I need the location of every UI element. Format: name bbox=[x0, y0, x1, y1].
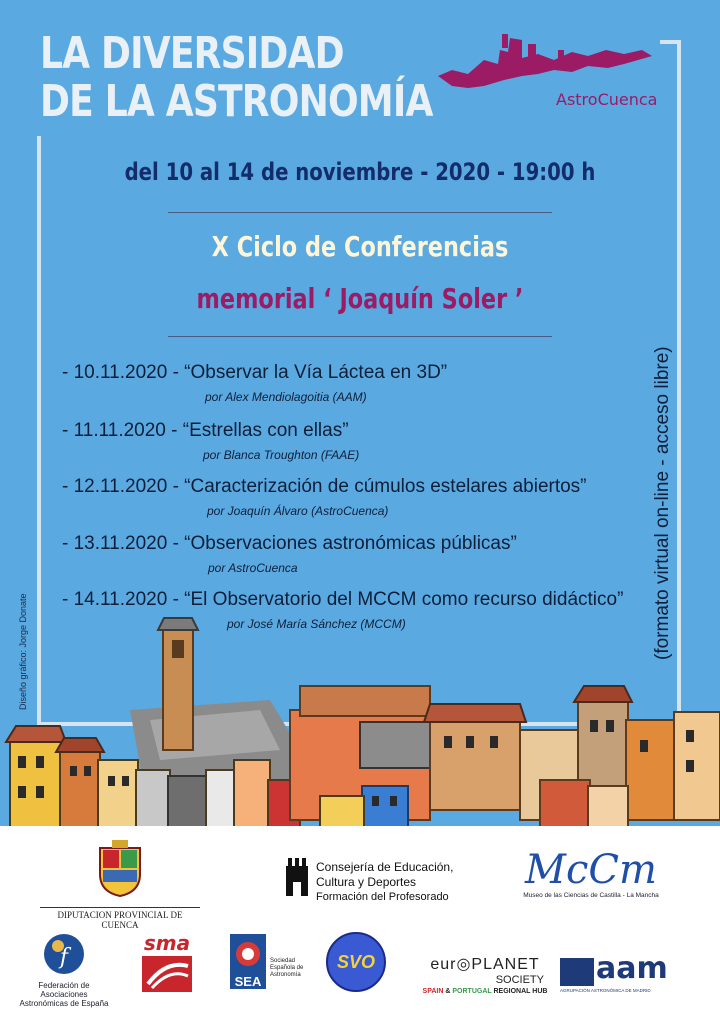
fae-logo bbox=[14, 932, 114, 1008]
consejeria-line-3: Formación del Profesorado bbox=[316, 891, 449, 903]
svg-text:f: f bbox=[59, 945, 69, 970]
talk-title: - 14.11.2020 - “El Observatorio del MCCM como recurso didáctico” bbox=[62, 589, 624, 610]
sma-logo bbox=[132, 932, 202, 999]
europlanet-regional-hub: REGIONAL HUB bbox=[493, 988, 548, 995]
aam-wordmark: aam bbox=[596, 951, 668, 986]
coat-of-arms-icon bbox=[95, 840, 145, 898]
divider-bottom bbox=[168, 336, 552, 337]
fae-globe-icon bbox=[42, 932, 86, 976]
europlanet-spain: SPAIN bbox=[422, 988, 444, 995]
talk-item bbox=[62, 533, 517, 555]
memorial-subtitle: memorial ‘ Joaquín Soler ’ bbox=[196, 282, 524, 315]
consejeria-line-2: Cultura y Deportes bbox=[316, 875, 417, 889]
divider-top bbox=[168, 212, 552, 213]
aam-stars-icon bbox=[560, 958, 594, 986]
aam-caption: AGRUPACIÓN ASTRONÓMICA DE MADRID bbox=[560, 988, 651, 993]
sma-emblem-icon bbox=[140, 954, 194, 994]
format-note-text: (formato virtual on-line - acceso libre) bbox=[652, 346, 673, 660]
talk-item bbox=[62, 362, 447, 384]
sea-wordmark: SEA bbox=[230, 974, 266, 989]
mccm-caption: Museo de las Ciencias de Castilla - La Mancha bbox=[523, 892, 659, 899]
europlanet-hub bbox=[420, 988, 550, 995]
europlanet-ampersand: & bbox=[445, 988, 451, 995]
fae-line-2: Astronómicas de España bbox=[19, 999, 109, 1008]
mccm-logo bbox=[516, 848, 666, 899]
europlanet-wordmark: eur◎PLANET bbox=[430, 956, 540, 973]
sma-wordmark: sma bbox=[143, 931, 191, 955]
talk-item bbox=[62, 420, 349, 442]
consejeria-line-1: Consejería de Educación, bbox=[316, 860, 454, 874]
sponsors-footer bbox=[0, 826, 720, 1018]
sea-line-1: Sociedad bbox=[270, 958, 296, 964]
cycle-title: X Ciclo de Conferencias bbox=[211, 230, 509, 263]
cuenca-cityscape-icon bbox=[0, 600, 720, 840]
talk-speaker: por Joaquín Álvaro (AstroCuenca) bbox=[207, 504, 389, 518]
talk-speaker: por Alex Mendiolagoitia (AAM) bbox=[205, 390, 367, 404]
sea-line-3: Astronomía bbox=[270, 972, 301, 978]
svo-logo bbox=[326, 932, 390, 992]
talk-speaker: por José María Sánchez (MCCM) bbox=[227, 617, 406, 631]
event-dates: del 10 al 14 de noviembre - 2020 - 19:00 h bbox=[124, 158, 596, 186]
europlanet-logo bbox=[420, 954, 550, 995]
diputacion-logo bbox=[40, 840, 200, 930]
talk-title: - 10.11.2020 - “Observar la Vía Láctea en 3D” bbox=[62, 362, 448, 383]
europlanet-society: SOCIETY bbox=[495, 974, 544, 986]
europlanet-portugal: PORTUGAL bbox=[452, 988, 492, 995]
astrocuenca-name: AstroCuenca bbox=[556, 90, 658, 109]
talk-title: - 12.11.2020 - “Caracterización de cúmulos estelares abiertos” bbox=[62, 476, 587, 497]
sea-line-2: Española de bbox=[270, 965, 304, 971]
title-line-2: DE LA ASTRONOMÍA bbox=[40, 76, 433, 127]
mccm-wordmark: McCm bbox=[525, 847, 657, 893]
talk-title: - 11.11.2020 - “Estrellas con ellas” bbox=[62, 420, 349, 441]
svo-wordmark: SVO bbox=[326, 932, 386, 992]
talk-title: - 13.11.2020 - “Observaciones astronómicas públicas” bbox=[62, 533, 517, 554]
talk-speaker: por Blanca Troughton (FAAE) bbox=[203, 448, 360, 462]
diputacion-name: DIPUTACION PROVINCIAL DE CUENCA bbox=[40, 907, 200, 930]
design-credit: Diseño gráfico: Jorge Donate bbox=[18, 593, 28, 710]
poster-title bbox=[40, 30, 433, 126]
title-line-1: LA DIVERSIDAD bbox=[40, 28, 344, 79]
castilla-la-mancha-emblem-icon bbox=[282, 856, 312, 900]
talk-speaker: por AstroCuenca bbox=[208, 561, 298, 575]
fae-line-1: Federación de Asociaciones bbox=[38, 981, 90, 999]
talk-item bbox=[62, 476, 587, 498]
